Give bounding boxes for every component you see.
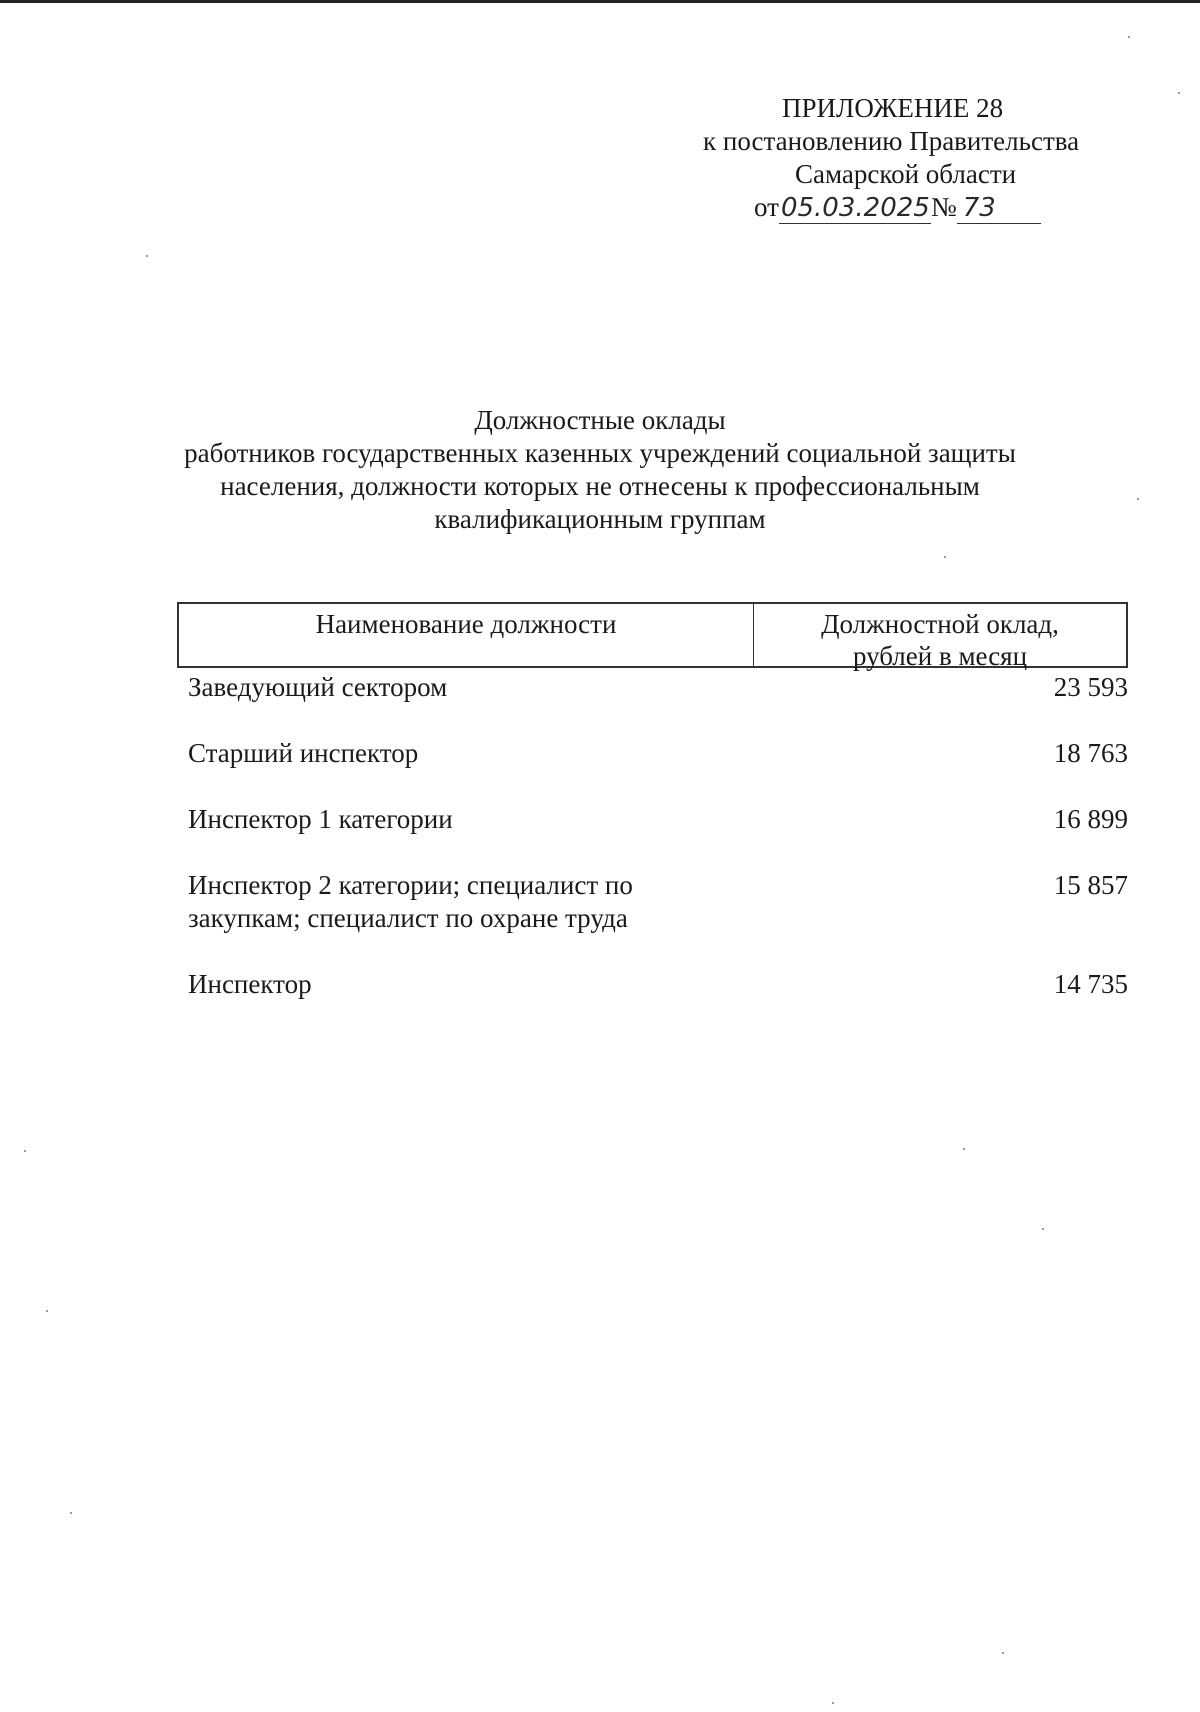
salary-value: 23 593 [1053, 672, 1128, 702]
scan-speck [944, 556, 946, 558]
scan-speck [1042, 1228, 1044, 1230]
position-name-line: Старший инспектор [188, 738, 419, 768]
scan-speck [70, 1512, 72, 1514]
title-line-2: работников государственных казенных учреждений социальной защиты [184, 438, 1016, 468]
position-name [188, 803, 749, 836]
position-name [188, 671, 749, 704]
title-line-4: квалификационным группам [434, 504, 766, 534]
handwritten-date: 05.03.2025 [780, 193, 930, 223]
number-label: № [930, 192, 957, 222]
table-row [188, 671, 1128, 704]
date-number-row [640, 191, 1100, 224]
title-line-3: населения, должности которых не отнесены к профессиональным [220, 471, 980, 501]
salary-value: 15 857 [1053, 870, 1128, 900]
column-header-salary [754, 604, 1126, 671]
position-name [188, 869, 749, 935]
scan-speck [46, 1310, 48, 1312]
handwritten-number: 73 [957, 193, 1041, 224]
salary-value: 14 735 [1053, 969, 1128, 999]
salary-value: 16 899 [1053, 804, 1128, 834]
scan-speck [1137, 498, 1139, 500]
column-header-salary-line-2: рублей в месяц [852, 641, 1028, 671]
scan-top-edge [0, 0, 1200, 3]
date-prefix: от [754, 192, 779, 222]
column-header-salary-line-1: Должностной оклад, [821, 609, 1059, 639]
position-name-line: Заведующий сектором [188, 672, 448, 702]
position-name-line: Инспектор 1 категории [188, 804, 453, 834]
scan-speck [1128, 36, 1130, 38]
table-row [188, 869, 1128, 935]
salary-table-header [177, 602, 1128, 671]
scan-speck [1178, 92, 1180, 94]
region-name: Самарской области [795, 159, 1017, 189]
scan-speck [146, 255, 148, 257]
position-name [188, 968, 749, 1001]
scan-speck [1002, 1652, 1004, 1654]
position-name-line: Инспектор [188, 969, 312, 999]
appendix-header [640, 92, 1100, 224]
position-name [188, 737, 749, 770]
column-header-position: Наименование должности [179, 604, 754, 666]
scan-speck [832, 1702, 834, 1704]
salary-value: 18 763 [1053, 738, 1128, 768]
position-name-line: Инспектор 2 категории; специалист по [188, 870, 633, 900]
document-title [150, 404, 1050, 536]
table-row [188, 803, 1128, 836]
title-line-1: Должностные оклады [474, 405, 726, 435]
resolution-reference: к постановлению Правительства [703, 126, 1080, 156]
table-row [188, 737, 1128, 770]
table-row [188, 968, 1128, 1001]
appendix-number: ПРИЛОЖЕНИЕ 28 [782, 93, 1004, 123]
position-name-line: закупкам; специалист по охране труда [188, 903, 628, 933]
scan-speck [24, 1150, 26, 1152]
salary-table-body [188, 671, 1128, 1034]
scan-speck [963, 1148, 965, 1150]
